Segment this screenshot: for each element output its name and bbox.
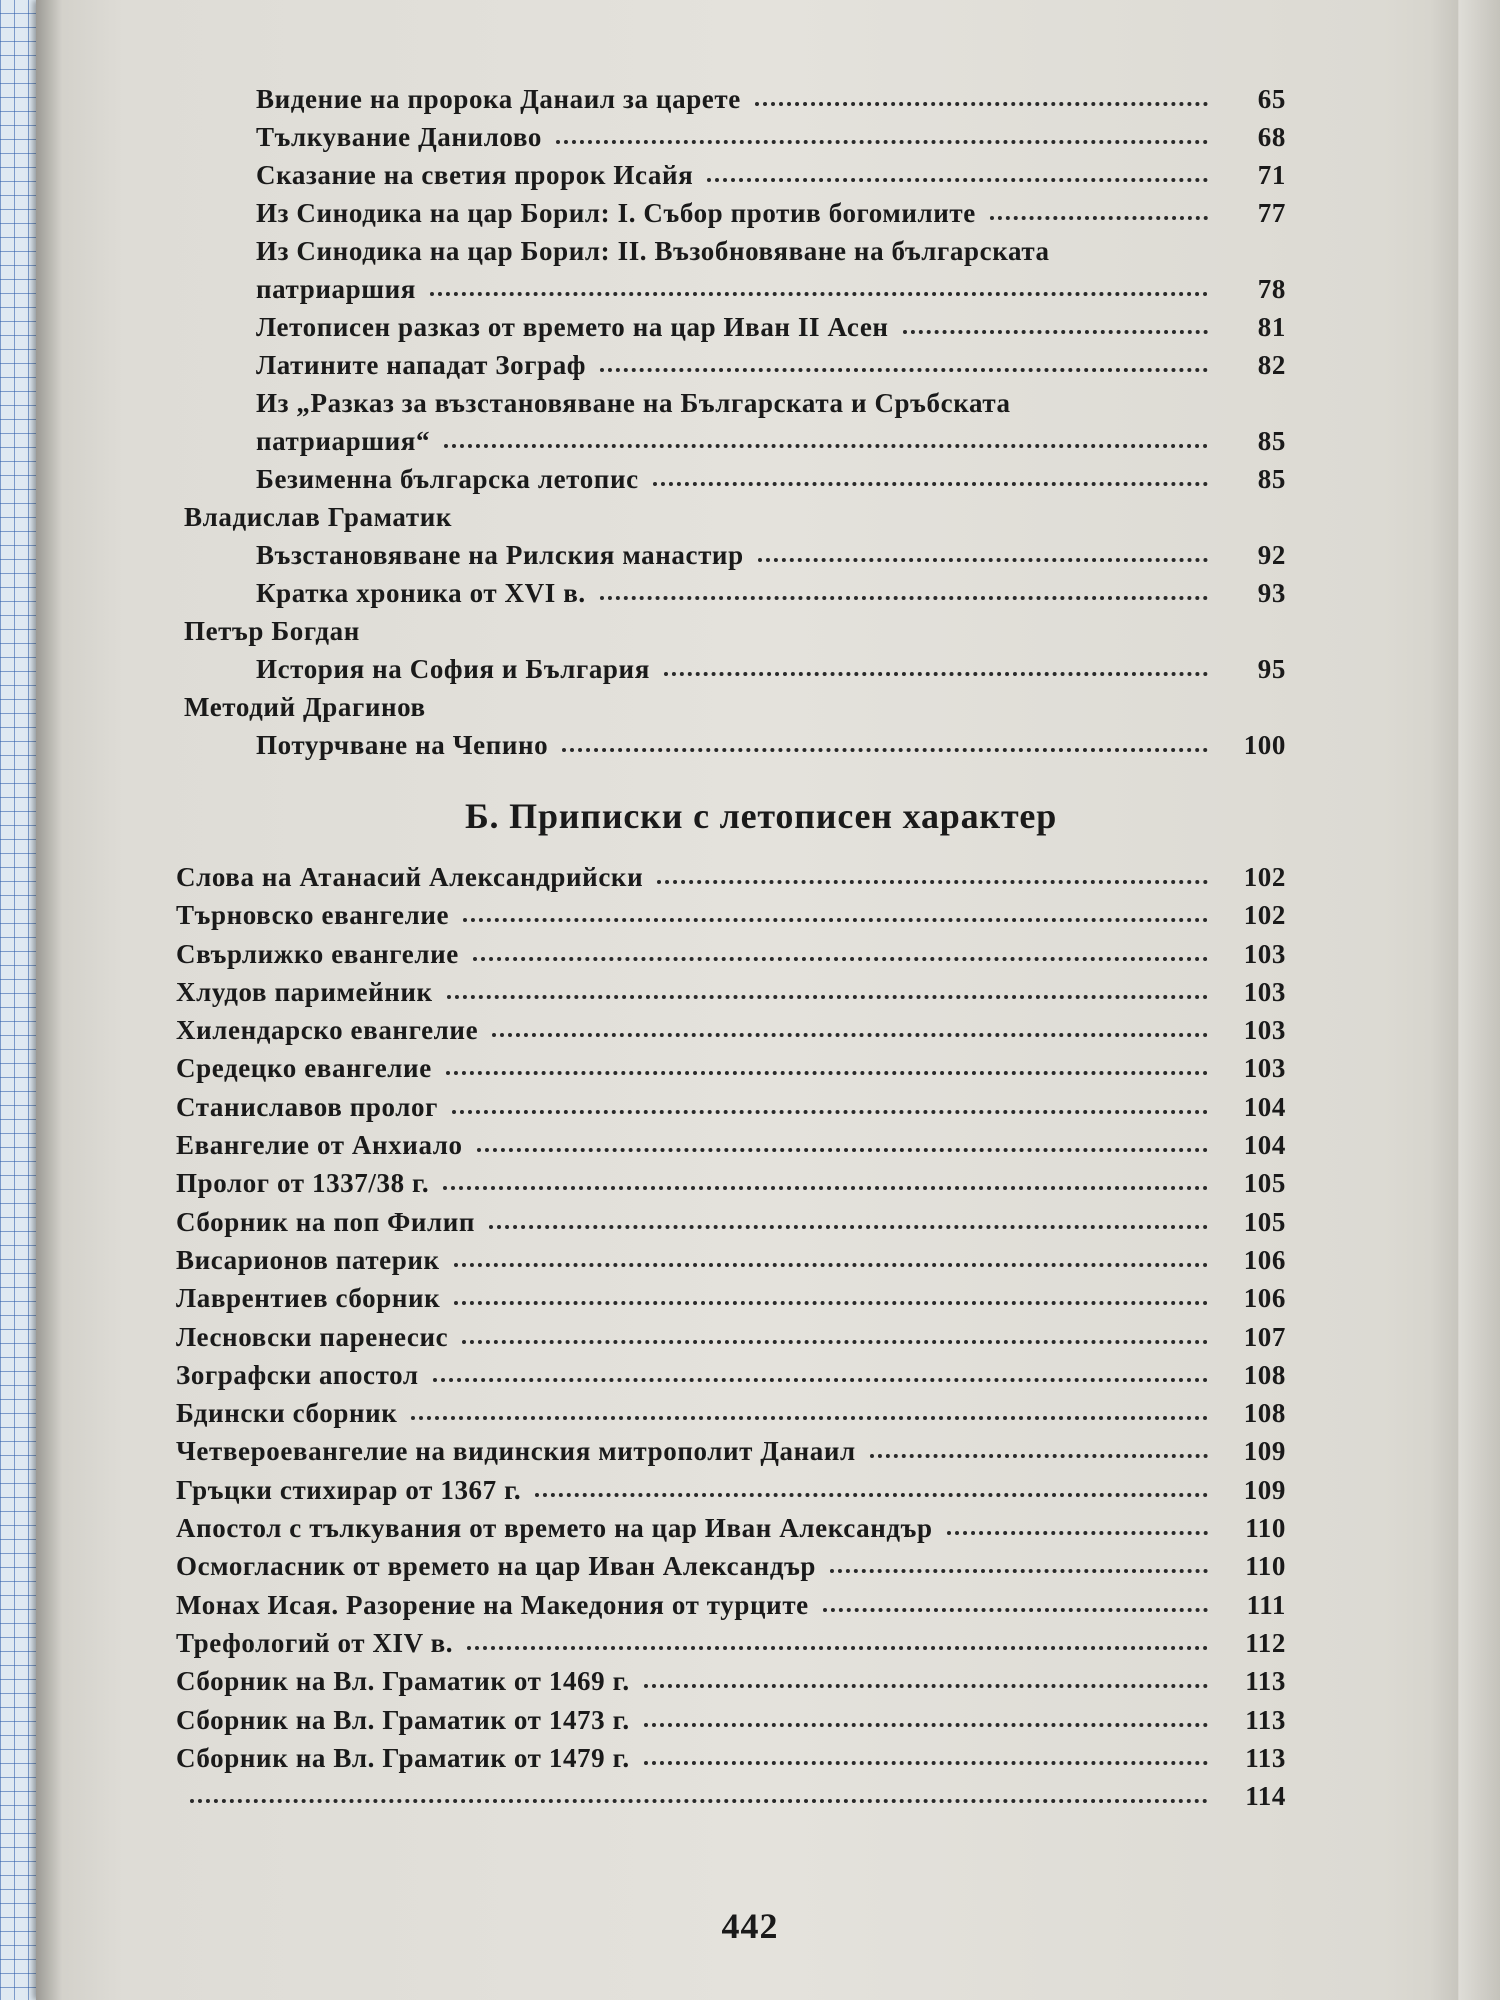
dot-leader	[463, 910, 1208, 922]
toc-entry	[176, 1394, 1286, 1432]
toc-entry	[176, 574, 1286, 612]
toc-entry-page: 114	[1245, 1781, 1286, 1812]
toc-entry-title: Станиславов пролог	[176, 1091, 438, 1122]
toc-entry-page: 102	[1243, 862, 1286, 892]
toc-entry-page: 113	[1245, 1704, 1286, 1735]
section-b-list	[176, 858, 1286, 1815]
dot-leader	[447, 987, 1208, 999]
toc-entry-title: История на София и България	[256, 654, 650, 684]
toc-entry	[176, 650, 1286, 688]
dot-leader	[644, 1715, 1208, 1727]
dot-leader	[492, 1025, 1208, 1037]
toc-entry-title: Сборник на Вл. Граматик от 1479 г.	[176, 1742, 630, 1773]
toc-entry	[176, 194, 1286, 232]
toc-entry	[176, 1318, 1286, 1356]
dot-leader	[830, 1561, 1208, 1573]
toc-entry	[176, 935, 1286, 973]
dot-leader	[644, 1676, 1208, 1688]
dot-leader	[947, 1523, 1208, 1535]
toc-entry	[176, 1164, 1286, 1202]
toc-entry-page: 109	[1243, 1474, 1286, 1505]
toc-entry-title: Сборник на поп Филип	[176, 1206, 476, 1237]
dot-leader	[190, 1791, 1208, 1803]
toc-entry-title: Сказание на светия пророк Исайя	[256, 160, 694, 190]
toc-entry-title: Безименна българска летопис	[256, 464, 639, 494]
toc-entry	[176, 858, 1286, 896]
toc-entry-page: 108	[1243, 1359, 1286, 1390]
toc-entry-title: Хлудов паримейник	[176, 976, 433, 1007]
toc-entry-page: 106	[1243, 1244, 1286, 1275]
toc-entry	[176, 1509, 1286, 1547]
toc-entry-title: Висарионов патерик	[176, 1244, 440, 1275]
toc-entry-page: 111	[1246, 1589, 1286, 1620]
toc-entry-page: 105	[1243, 1206, 1286, 1237]
toc-entry-title: Латините нападат Зограф	[256, 350, 587, 380]
toc-entry-page: 78	[1257, 274, 1286, 304]
toc-entry	[176, 118, 1286, 156]
dot-leader	[430, 284, 1208, 296]
dot-leader	[443, 1178, 1208, 1190]
toc-entry	[176, 1049, 1286, 1087]
toc-entry-title: Тълкувание Данилово	[256, 122, 542, 152]
toc-entry	[176, 1547, 1286, 1585]
toc-entry-title-continued: патриаршия	[256, 274, 416, 304]
dot-leader	[467, 1638, 1208, 1650]
dot-leader	[644, 1753, 1208, 1765]
author-heading: Владислав Граматик	[184, 502, 453, 532]
toc-entry-title: Из „Разказ за възстановяване на Българската и Сръбската	[256, 388, 1011, 418]
toc-entry-title: Възстановяване на Рилския манастир	[256, 540, 744, 570]
toc-entry-page: 82	[1257, 350, 1286, 380]
toc-entry	[176, 1241, 1286, 1279]
toc-entry	[176, 726, 1286, 764]
dot-leader	[653, 474, 1208, 486]
toc-entry-title: Летописен разказ от времето на цар Иван II Асен	[256, 312, 889, 342]
toc-entry-title: Слова на Атанасий Александрийски	[176, 862, 644, 892]
toc-entry-title: Гръцки стихирар от 1367 г.	[176, 1474, 522, 1505]
toc-entry-title: Сборник на Вл. Граматик от 1473 г.	[176, 1704, 630, 1735]
toc-entry-page: 103	[1243, 1015, 1286, 1046]
page-number: 442	[721, 1906, 779, 1946]
author-heading: Методий Драгинов	[184, 692, 426, 722]
section-b-heading: Б. Приписки с летописен характер	[464, 796, 1058, 836]
toc-entry	[176, 973, 1286, 1011]
toc-entry-page: 105	[1243, 1168, 1286, 1199]
toc-entry	[176, 536, 1286, 574]
toc-entry	[176, 346, 1286, 384]
toc-entry-page: 68	[1257, 122, 1286, 152]
toc-entry-title: Осмогласник от времето на цар Иван Александър	[176, 1551, 817, 1582]
toc-entry	[176, 384, 1286, 460]
toc-entry	[176, 1088, 1286, 1126]
toc-entry-title: Из Синодика на цар Борил: I. Събор против богомилите	[256, 198, 976, 228]
dot-leader	[903, 322, 1208, 334]
toc-entry-page: 113	[1245, 1666, 1286, 1697]
toc-entry	[176, 1203, 1286, 1241]
toc-entry-page: 104	[1243, 1130, 1286, 1161]
dot-leader	[870, 1446, 1208, 1458]
toc-entry-title: Хилендарско евангелие	[176, 1015, 479, 1046]
toc-entry-page: 104	[1243, 1091, 1286, 1122]
toc-entry	[176, 232, 1286, 308]
dot-leader	[600, 588, 1208, 600]
page-gutter-shadow	[36, 0, 62, 2000]
toc-entry-page: 81	[1257, 312, 1286, 342]
toc-entry	[176, 1624, 1286, 1662]
toc-entry-page: 110	[1245, 1513, 1286, 1544]
toc-entry-page: 112	[1245, 1627, 1286, 1658]
dot-leader	[600, 360, 1208, 372]
toc-entry-title: Из Синодика на цар Борил: II. Възобновяване на българската	[256, 236, 1050, 266]
toc-entry-title: Видение на пророка Данаил за царете	[256, 84, 741, 114]
toc-entry-title: Средецко евангелие	[176, 1053, 432, 1084]
toc-entry-page: 93	[1257, 578, 1286, 608]
toc-entry	[176, 1471, 1286, 1509]
toc-entry-title-continued: патриаршия“	[256, 426, 431, 456]
toc-entry-title: Кратка хроника от XVI в.	[256, 578, 586, 608]
toc-entry	[176, 1739, 1286, 1777]
dot-leader	[556, 132, 1208, 144]
toc-entry-title: Лесновски паренесис	[176, 1321, 449, 1352]
toc-entry-page: 102	[1243, 900, 1286, 931]
dot-leader	[454, 1293, 1208, 1305]
toc-entry-title: Пролог от 1337/38 г.	[176, 1168, 430, 1199]
author-heading: Петър Богдан	[184, 616, 360, 646]
section-a-list	[176, 80, 1286, 764]
toc-entry-page: 100	[1243, 730, 1286, 760]
toc-entry	[176, 1126, 1286, 1164]
toc-entry-title: Търновско евангелие	[176, 900, 450, 931]
toc-entry-page: 71	[1257, 160, 1286, 190]
toc-entry-title: Евангелие от Анхиало	[176, 1130, 463, 1161]
dot-leader	[664, 664, 1208, 676]
toc-entry-title: Апостол с тълкувания от времето на цар Иван Александър	[176, 1513, 933, 1544]
toc-entry	[176, 156, 1286, 194]
toc-entry-title: Четвероевангелие на видинския митрополит Данаил	[176, 1436, 856, 1467]
toc-entry-page: 110	[1245, 1551, 1286, 1582]
dot-leader	[454, 1255, 1208, 1267]
toc-entry	[176, 1662, 1286, 1700]
toc-entry	[176, 1777, 1286, 1815]
dot-leader	[477, 1140, 1208, 1152]
dot-leader	[535, 1485, 1208, 1497]
toc-entry-page: 103	[1243, 976, 1286, 1007]
toc-entry-page: 85	[1257, 426, 1286, 456]
toc-entry	[176, 1586, 1286, 1624]
toc-entry-title: Бдински сборник	[176, 1398, 398, 1429]
table-of-contents	[176, 80, 1286, 1815]
toc-entry	[176, 308, 1286, 346]
dot-leader	[444, 436, 1208, 448]
toc-entry-title: Зографски апостол	[176, 1359, 419, 1390]
toc-entry-page: 85	[1257, 464, 1286, 494]
toc-entry	[176, 1432, 1286, 1470]
toc-entry	[176, 80, 1286, 118]
toc-entry	[176, 1356, 1286, 1394]
toc-entry-page: 108	[1243, 1398, 1286, 1429]
toc-entry-page: 77	[1257, 198, 1286, 228]
dot-leader	[657, 872, 1208, 884]
toc-entry-title: Свърлижко евангелие	[176, 938, 459, 969]
dot-leader	[462, 1332, 1208, 1344]
toc-entry	[176, 1279, 1286, 1317]
toc-entry-page: 107	[1243, 1321, 1286, 1352]
dot-leader	[489, 1217, 1208, 1229]
toc-entry-title: Потурчване на Чепино	[256, 730, 549, 760]
dot-leader	[446, 1063, 1208, 1075]
dot-leader	[562, 740, 1208, 752]
page-edge	[1430, 0, 1500, 2000]
dot-leader	[433, 1370, 1208, 1382]
toc-entry	[176, 460, 1286, 498]
dot-leader	[452, 1102, 1208, 1114]
toc-entry-page: 103	[1243, 1053, 1286, 1084]
toc-entry-page: 106	[1243, 1283, 1286, 1314]
toc-entry-title: Сборник на Вл. Граматик от 1469 г.	[176, 1666, 630, 1697]
toc-entry-page: 109	[1243, 1436, 1286, 1467]
dot-leader	[990, 208, 1208, 220]
toc-entry-page: 92	[1257, 540, 1286, 570]
toc-entry-title: Трефологий от XIV в.	[176, 1627, 454, 1658]
dot-leader	[758, 550, 1208, 562]
toc-entry	[176, 896, 1286, 934]
toc-entry-page: 103	[1243, 938, 1286, 969]
toc-entry-page: 65	[1257, 84, 1286, 114]
toc-entry-page: 113	[1245, 1742, 1286, 1773]
dot-leader	[473, 949, 1208, 961]
dot-leader	[755, 94, 1208, 106]
dot-leader	[411, 1408, 1208, 1420]
dot-leader	[823, 1600, 1208, 1612]
toc-entry-title: Монах Исая. Разорение на Македония от турците	[176, 1589, 809, 1620]
toc-entry	[176, 1011, 1286, 1049]
dot-leader	[707, 170, 1208, 182]
toc-entry-page: 95	[1257, 654, 1286, 684]
toc-entry	[176, 1701, 1286, 1739]
toc-entry-title: Лаврентиев сборник	[176, 1283, 441, 1314]
